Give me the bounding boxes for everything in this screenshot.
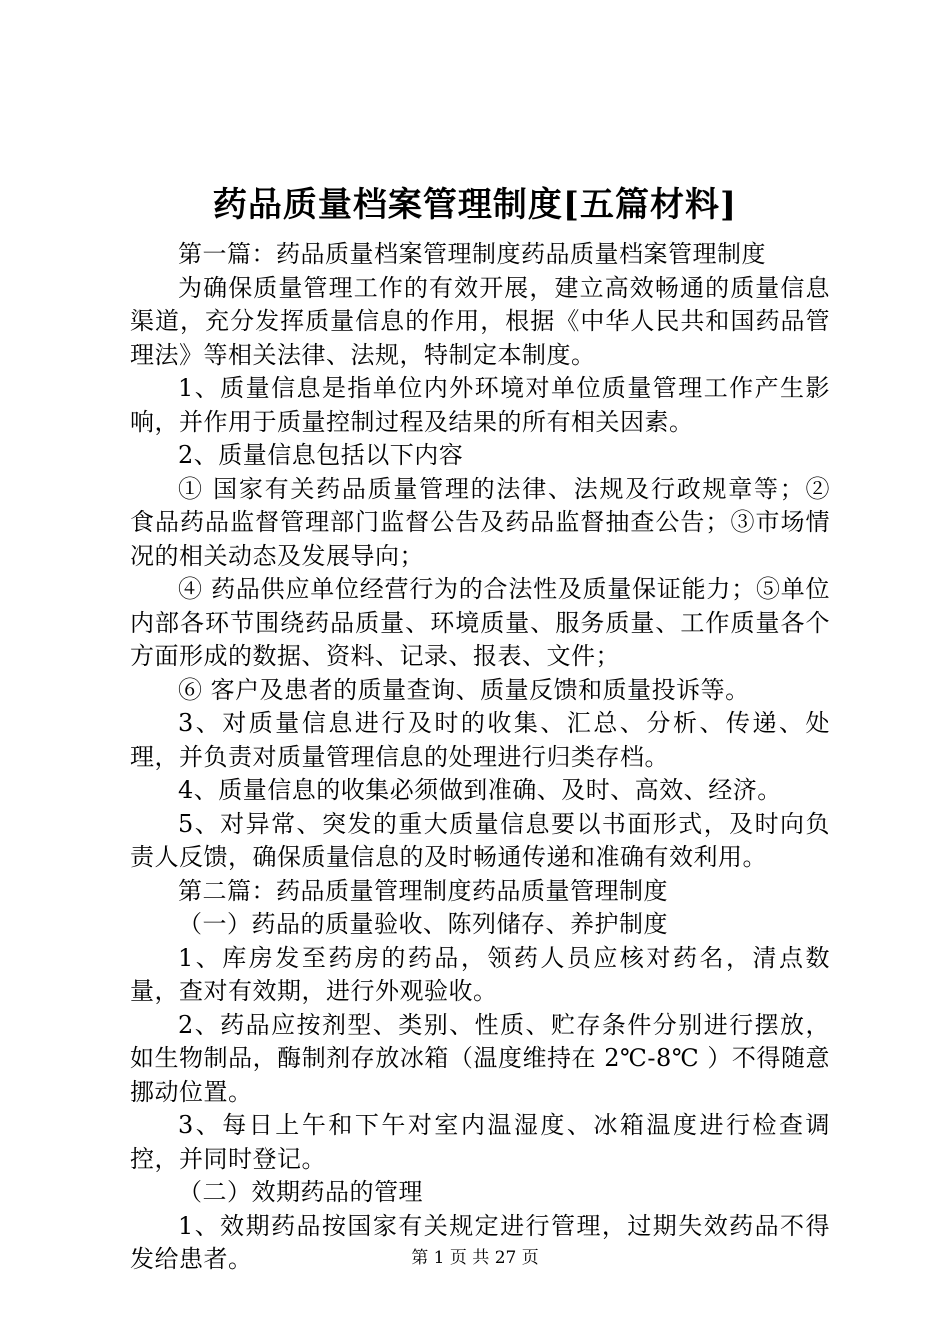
paragraph: ① 国家有关药品质量管理的法律、法规及行政规章等；② 食品药品监督管理部门监督公告及药品监督抽查公告；③市场情况的相关动态及发展导向；: [130, 474, 830, 570]
paragraph: ⑥ 客户及患者的质量查询、质量反馈和质量投诉等。: [178, 675, 750, 704]
paragraph: 4、质量信息的收集必须做到准确、及时、高效、经济。: [178, 776, 782, 804]
paragraph: ④ 药品供应单位经营行为的合法性及质量保证能力；⑤单位内部各环节围绕药品质量、环境质量、服务质量、工作质量各个方面形成的数据、资料、记录、报表、文件；: [130, 575, 830, 670]
document-body: [130, 238, 830, 1277]
document-title: 药品质量档案管理制度[五篇材料]: [212, 185, 738, 225]
paragraph: 3、对质量信息进行及时的收集、汇总、分析、传递、处理，并负责对质量管理信息的处理进行归类存档。: [130, 709, 830, 771]
paragraph: 为确保质量管理工作的有效开展，建立高效畅通的质量信息渠道，充分发挥质量信息的作用，根据《中华人民共和国药品管理法》等相关法律、法规，特制定本制度。: [130, 273, 830, 369]
paragraph: 1、库房发至药房的药品，领药人员应核对药名，清点数量，查对有效期，进行外观验收。: [130, 943, 830, 1005]
paragraph: 2、药品应按剂型、类别、性质、贮存条件分别进行摆放，如生物制品，酶制剂存放冰箱（温度维持在 2℃-8℃ ）不得随意挪动位置。: [130, 1010, 830, 1106]
paragraph: （一）药品的质量验收、陈列储存、养护制度: [178, 910, 668, 938]
paragraph: 3、每日上午和下午对室内温湿度、冰箱温度进行检查调控，并同时登记。: [130, 1111, 830, 1173]
paragraph: （二）效期药品的管理: [178, 1178, 423, 1206]
paragraph: 第一篇：药品质量档案管理制度药品质量档案管理制度: [178, 240, 766, 268]
paragraph: 1、效期药品按国家有关规定进行管理，过期失效药品不得发给患者。: [130, 1211, 830, 1273]
paragraph: 2、质量信息包括以下内容: [178, 441, 464, 469]
paragraph: 1、质量信息是指单位内外环境对单位质量管理工作产生影响，并作用于质量控制过程及结果的所有相关因素。: [130, 374, 830, 436]
paragraph: 5、对异常、突发的重大质量信息要以书面形式，及时向负责人反馈，确保质量信息的及时畅通传递和准确有效利用。: [130, 809, 830, 871]
paragraph: 第二篇：药品质量管理制度药品质量管理制度: [178, 876, 668, 905]
page-number-footer: 第 1 页 共 27 页: [411, 1248, 539, 1268]
